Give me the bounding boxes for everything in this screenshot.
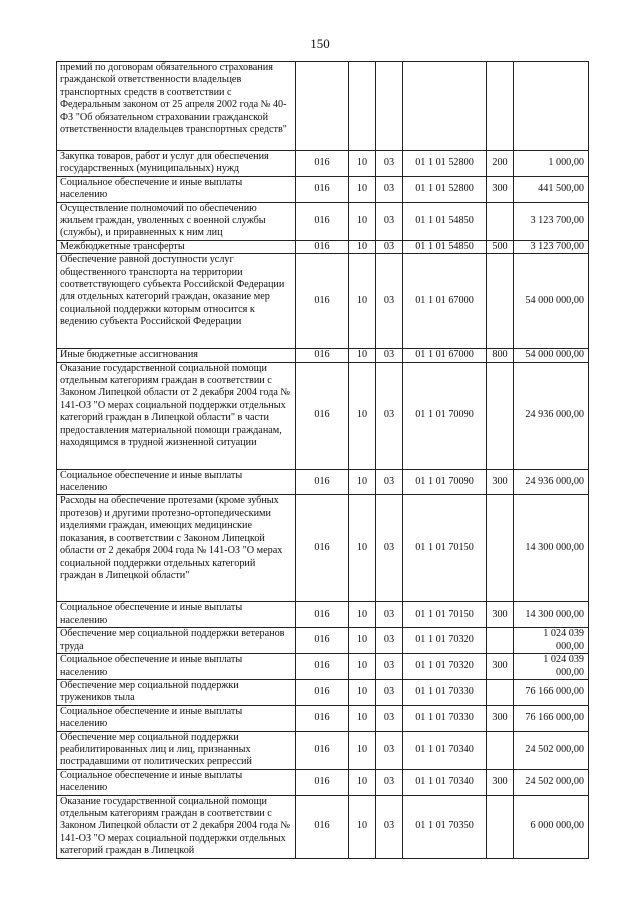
admin-code-cell: 016 [296, 628, 349, 654]
subsection-code-cell: 03 [376, 679, 403, 705]
admin-code-cell: 016 [296, 240, 349, 253]
target-article-cell: 01 1 01 70150 [403, 495, 487, 602]
section-code-cell: 10 [349, 628, 376, 654]
table-row [57, 628, 589, 654]
expense-name-cell: Межбюджетные трансферты [57, 240, 296, 253]
page-number: 150 [310, 36, 330, 51]
amount-cell: 14 300 000,00 [514, 602, 589, 628]
expense-type-cell: 300 [487, 469, 514, 495]
table-row [57, 795, 589, 858]
expense-name-cell: Социальное обеспечение и иные выплаты населению [57, 176, 296, 202]
table-row [57, 176, 589, 202]
section-code-cell: 10 [349, 654, 376, 680]
table-row [57, 362, 589, 469]
expense-name-cell: Расходы на обеспечение протезами (кроме зубных протезов) и другими протезно-ортопедическими изделиями граждан, имеющих медицинские показания, в соответствии с Законом Липецкой области от 2 декабря 2004 года № 141-ОЗ "О мерах социальной поддержки отдельных категорий граждан в Липецкой области" [57, 495, 296, 602]
subsection-code-cell: 03 [376, 495, 403, 602]
admin-code-cell: 016 [296, 679, 349, 705]
subsection-code-cell: 03 [376, 654, 403, 680]
amount-cell: 3 123 700,00 [514, 240, 589, 253]
amount-cell: 76 166 000,00 [514, 679, 589, 705]
target-article-cell: 01 1 01 70330 [403, 679, 487, 705]
expense-name-cell: Оказание государственной социальной помощи отдельным категориям граждан в соответствии с Законом Липецкой области от 2 декабря 2004 года № 141-ОЗ "О мерах социальной поддержки отдельных категорий граждан в Липецкой области" в части предоставления материальной помощи гражданам, находящимся в трудной жизненной ситуации [57, 362, 296, 469]
table-row [57, 202, 589, 240]
subsection-code-cell: 03 [376, 349, 403, 362]
target-article-cell: 01 1 01 67000 [403, 349, 487, 362]
target-article-cell: 01 1 01 70320 [403, 628, 487, 654]
table-row [57, 705, 589, 731]
expense-type-cell [487, 628, 514, 654]
target-article-cell: 01 1 01 67000 [403, 254, 487, 349]
admin-code-cell: 016 [296, 654, 349, 680]
target-article-cell: 01 1 01 70340 [403, 769, 487, 795]
section-code-cell: 10 [349, 254, 376, 349]
expense-type-cell [487, 731, 514, 769]
section-code-cell: 10 [349, 679, 376, 705]
section-code-cell: 10 [349, 151, 376, 177]
admin-code-cell: 016 [296, 469, 349, 495]
expense-type-cell: 300 [487, 705, 514, 731]
table-row [57, 731, 589, 769]
amount-cell: 1 024 039 000,00 [514, 628, 589, 654]
expense-type-cell: 500 [487, 240, 514, 253]
target-article-cell: 01 1 01 70150 [403, 602, 487, 628]
subsection-code-cell: 03 [376, 151, 403, 177]
amount-cell: 14 300 000,00 [514, 495, 589, 602]
expense-type-cell: 300 [487, 769, 514, 795]
expense-name-cell: Оказание государственной социальной помощи отдельным категориям граждан в соответствии с Законом Липецкой области от 2 декабря 2004 года № 141-ОЗ "О мерах социальной поддержки отдельных категорий граждан в Липецкой [57, 795, 296, 858]
section-code-cell: 10 [349, 176, 376, 202]
expense-type-cell [487, 495, 514, 602]
section-code-cell: 10 [349, 731, 376, 769]
subsection-code-cell: 03 [376, 795, 403, 858]
table-row [57, 254, 589, 349]
amount-cell: 76 166 000,00 [514, 705, 589, 731]
target-article-cell: 01 1 01 52800 [403, 176, 487, 202]
table-row [57, 769, 589, 795]
subsection-code-cell: 03 [376, 602, 403, 628]
target-article-cell: 01 1 01 70090 [403, 469, 487, 495]
amount-cell: 3 123 700,00 [514, 202, 589, 240]
section-code-cell: 10 [349, 240, 376, 253]
amount-cell: 54 000 000,00 [514, 254, 589, 349]
table-row [57, 151, 589, 177]
table-row [57, 654, 589, 680]
expense-name-cell: Обеспечение мер социальной поддержки ветеранов труда [57, 628, 296, 654]
admin-code-cell: 016 [296, 349, 349, 362]
subsection-code-cell: 03 [376, 769, 403, 795]
expense-type-cell [487, 202, 514, 240]
subsection-code-cell: 03 [376, 176, 403, 202]
table-row [57, 469, 589, 495]
section-code-cell: 10 [349, 469, 376, 495]
expense-name-cell: Обеспечение равной доступности услуг общественного транспорта на территории соответствующего субъекта Российской Федерации для отдельных категорий граждан, оказание мер социальной поддержки которым относится к ведению субъекта Российской Федерации [57, 254, 296, 349]
admin-code-cell: 016 [296, 769, 349, 795]
expense-type-cell: 300 [487, 654, 514, 680]
amount-cell: 6 000 000,00 [514, 795, 589, 858]
target-article-cell: 01 1 01 54850 [403, 240, 487, 253]
target-article-cell: 01 1 01 70330 [403, 705, 487, 731]
table-row [57, 495, 589, 602]
table-row [57, 240, 589, 253]
section-code-cell: 10 [349, 202, 376, 240]
section-code-cell: 10 [349, 495, 376, 602]
expense-type-cell [487, 679, 514, 705]
expense-type-cell [487, 362, 514, 469]
admin-code-cell: 016 [296, 731, 349, 769]
expense-name-cell: Социальное обеспечение и иные выплаты населению [57, 602, 296, 628]
subsection-code-cell: 03 [376, 254, 403, 349]
section-code-cell: 10 [349, 349, 376, 362]
amount-cell: 24 502 000,00 [514, 731, 589, 769]
expense-type-cell [487, 795, 514, 858]
subsection-code-cell: 03 [376, 362, 403, 469]
admin-code-cell: 016 [296, 202, 349, 240]
subsection-code-cell: 03 [376, 202, 403, 240]
expense-type-cell [487, 62, 514, 151]
amount-cell [514, 62, 589, 151]
expense-type-cell: 200 [487, 151, 514, 177]
expense-type-cell: 300 [487, 602, 514, 628]
subsection-code-cell: 03 [376, 628, 403, 654]
expense-name-cell: Осуществление полномочий по обеспечению жильем граждан, уволенных с военной службы (службы), и приравненных к ним лиц [57, 202, 296, 240]
subsection-code-cell [376, 62, 403, 151]
amount-cell: 1 024 039 000,00 [514, 654, 589, 680]
target-article-cell: 01 1 01 70090 [403, 362, 487, 469]
amount-cell: 24 936 000,00 [514, 362, 589, 469]
target-article-cell: 01 1 01 70350 [403, 795, 487, 858]
target-article-cell [403, 62, 487, 151]
expense-type-cell [487, 254, 514, 349]
expense-name-cell: Закупка товаров, работ и услуг для обеспечения государственных (муниципальных) нужд [57, 151, 296, 177]
section-code-cell: 10 [349, 705, 376, 731]
section-code-cell: 10 [349, 795, 376, 858]
amount-cell: 1 000,00 [514, 151, 589, 177]
amount-cell: 24 502 000,00 [514, 769, 589, 795]
expense-name-cell: Иные бюджетные ассигнования [57, 349, 296, 362]
admin-code-cell [296, 62, 349, 151]
admin-code-cell: 016 [296, 254, 349, 349]
budget-table [56, 61, 589, 859]
section-code-cell [349, 62, 376, 151]
admin-code-cell: 016 [296, 151, 349, 177]
table-row [57, 679, 589, 705]
admin-code-cell: 016 [296, 362, 349, 469]
table-row [57, 349, 589, 362]
subsection-code-cell: 03 [376, 731, 403, 769]
section-code-cell: 10 [349, 769, 376, 795]
expense-type-cell: 800 [487, 349, 514, 362]
amount-cell: 24 936 000,00 [514, 469, 589, 495]
admin-code-cell: 016 [296, 176, 349, 202]
table-row [57, 602, 589, 628]
expense-name-cell: Социальное обеспечение и иные выплаты населению [57, 654, 296, 680]
admin-code-cell: 016 [296, 705, 349, 731]
admin-code-cell: 016 [296, 602, 349, 628]
expense-name-cell: Обеспечение мер социальной поддержки реабилитированных лиц и лиц, признанных пострадавшими от политических репрессий [57, 731, 296, 769]
target-article-cell: 01 1 01 52800 [403, 151, 487, 177]
section-code-cell: 10 [349, 362, 376, 469]
target-article-cell: 01 1 01 54850 [403, 202, 487, 240]
admin-code-cell: 016 [296, 495, 349, 602]
amount-cell: 54 000 000,00 [514, 349, 589, 362]
table-row [57, 62, 589, 151]
admin-code-cell: 016 [296, 795, 349, 858]
expense-name-cell: премий по договорам обязательного страхования гражданской ответственности владельцев транспортных средств в соответствии с Федеральным законом от 25 апреля 2002 года № 40-ФЗ "Об обязательном страховании гражданской ответственности владельцев транспортных средств" [57, 62, 296, 151]
expense-name-cell: Обеспечение мер социальной поддержки тружеников тыла [57, 679, 296, 705]
section-code-cell: 10 [349, 602, 376, 628]
subsection-code-cell: 03 [376, 240, 403, 253]
subsection-code-cell: 03 [376, 469, 403, 495]
expense-name-cell: Социальное обеспечение и иные выплаты населению [57, 769, 296, 795]
amount-cell: 441 500,00 [514, 176, 589, 202]
budget-table-body [57, 62, 589, 859]
expense-type-cell: 300 [487, 176, 514, 202]
subsection-code-cell: 03 [376, 705, 403, 731]
target-article-cell: 01 1 01 70340 [403, 731, 487, 769]
expense-name-cell: Социальное обеспечение и иные выплаты населению [57, 705, 296, 731]
expense-name-cell: Социальное обеспечение и иные выплаты населению [57, 469, 296, 495]
target-article-cell: 01 1 01 70320 [403, 654, 487, 680]
